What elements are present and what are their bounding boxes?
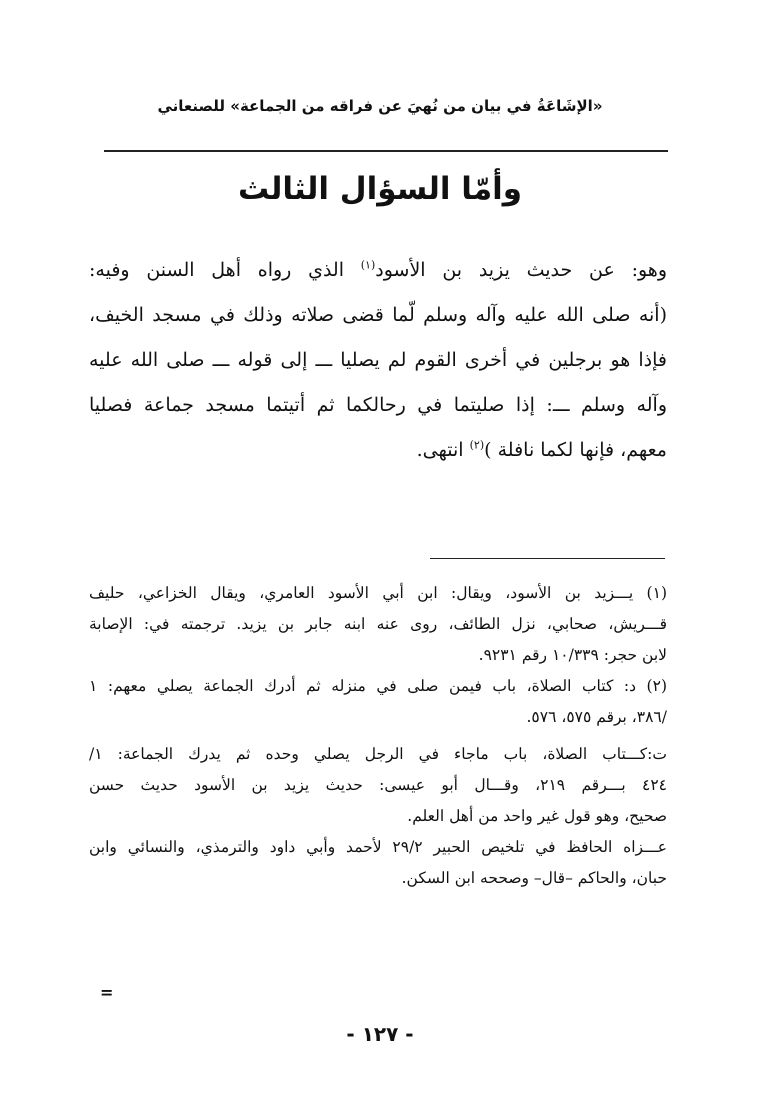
footnote-line: لابن حجر: ١٠/٣٣٩ رقم ٩٢٣١. [478,646,667,664]
header-divider [104,150,668,152]
footnote-line: حبان، والحاكم –قال– وصححه ابن السكن. [401,869,667,887]
footnote-divider [430,558,665,559]
footnote-line: ٤٢٤ بـــرقم ٢١٩، وقـــال أبو عيسى: حديث يزيد بن الأسود حديث حسن [89,776,667,794]
footnote-line: (٢) د: كتاب الصلاة، باب فيمن صلى في منزله ثم أدرك الجماعة يصلي معهم: ١ [89,677,667,695]
page-number: - ١٢٧ - [346,1022,414,1046]
text-line: معهم، فإنها لكما نافلة )$^{(٢)}$ انتهى. [416,438,667,461]
footnote-ref-1[interactable]: (١) [360,258,376,272]
text-line: وهو: عن حديث يزيد بن الأسود$^{(١)}$ الذي رواه أهل السنن وفيه: [89,258,667,281]
footnote-line: ت:كـــتاب الصلاة، باب ماجاء في الرجل يصلي وحده ثم يدرك الجماعة: ١/ [89,745,667,763]
main-text [89,248,667,473]
footnote-line: صحيح، وهو قول غير واحد من أهل العلم. [407,807,667,825]
footnote-line: عـــزاه الحافظ في تلخيص الحبير ٢٩/٢ لأحمد وأبي داود والترمذي، والنسائي وابن [89,838,667,856]
footnotes [89,578,667,894]
text-line: وآله وسلم ـــ: إذا صليتما في رحالكما ثم أتيتما مسجد جماعة فصليا [89,394,667,416]
text-line: فإذا هو برجلين في أخرى القوم لم يصليا ـــ إلى قوله ـــ صلى الله عليه [89,349,667,371]
running-header: «الإشَاعَةُ في بيان من نُهيَ عن فراقه من الجماعة» للصنعاني [157,97,603,115]
footnote-line: /٣٨٦، برقم ٥٧٥، ٥٧٦. [526,708,667,726]
text-line: (أنه صلى الله عليه وآله وسلم لّما قضى صلاته وذلك في مسجد الخيف، [89,304,667,326]
section-title: وأمّا السؤال الثالث [237,171,523,207]
footnote-ref-2[interactable]: (٢) [469,438,485,452]
continuation-mark: = [100,983,114,1002]
footnote-line: (١) يـــزيد بن الأسود، ويقال: ابن أبي الأسود العامري، ويقال الخزاعي، حليف [89,584,667,602]
footnote-line: قـــريش، صحابي، نزل الطائف، روى عنه ابنه جابر بن يزيد. ترجمته في: الإصابة [89,615,667,633]
